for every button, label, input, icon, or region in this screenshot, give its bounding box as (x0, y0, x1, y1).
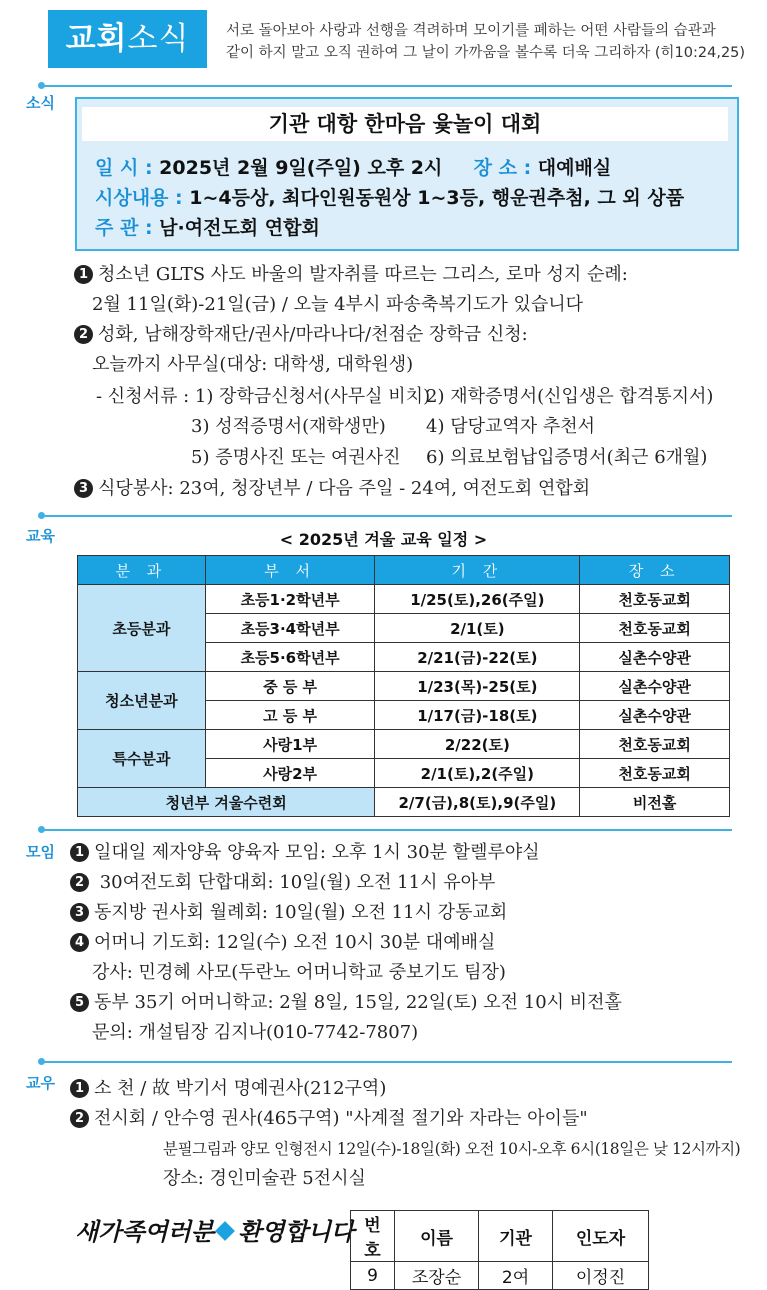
number-badge: 1 (70, 843, 89, 862)
page-title (48, 10, 207, 68)
news-item-1 (74, 260, 628, 290)
news-item-3-text: 식당봉사: 23여, 청장년부 / 다음 주일 - 24여, 여전도회 연합회 (98, 478, 591, 499)
cell-number: 9 (351, 1262, 395, 1290)
dept-cell: 사랑2부 (205, 759, 375, 788)
event-host-line (95, 213, 320, 240)
event-title: 기관 대항 한마음 윷놀이 대회 (82, 107, 728, 141)
col-header: 번호 (351, 1211, 395, 1262)
verse-line-2: 같이 하지 말고 오직 권하여 그 날이 가까움을 볼수록 더욱 그리하자 (히10:24,25) (226, 45, 746, 61)
event-host-key: 주 관 : (95, 217, 153, 239)
dept-cell: 초등3·4학년부 (205, 614, 375, 643)
table-row (351, 1262, 649, 1290)
number-badge: 2 (74, 325, 93, 344)
period-cell: 1/17(금)-18(토) (375, 701, 580, 730)
new-member-table (350, 1210, 649, 1290)
number-badge: 4 (70, 933, 89, 952)
dept-cell: 초등1·2학년부 (205, 585, 375, 614)
table-header-row (78, 556, 730, 585)
section-divider (42, 1061, 732, 1063)
number-badge: 2 (70, 1109, 89, 1128)
event-host-value: 남·여전도회 연합회 (159, 217, 320, 239)
dept-cell: 초등5·6학년부 (205, 643, 375, 672)
welcome-message (75, 1212, 354, 1247)
heart-icon (215, 1221, 235, 1241)
period-cell: 2/22(토) (375, 730, 580, 759)
col-header: 이름 (395, 1211, 479, 1262)
docs-lead: - 신청서류 : 1) 장학금신청서(사무실 비치) (96, 386, 431, 407)
doc-3: 3) 성적증명서(재학생만) (191, 416, 386, 437)
event-place-key: 장 소 : (473, 157, 532, 179)
news-item-1-line-2: 2월 11일(화)-21일(금) / 오늘 4부시 파송축복기도가 있습니다 (92, 294, 584, 315)
bible-verse (226, 20, 756, 64)
place-cell: 천호동교회 (580, 730, 730, 759)
table-header-row (351, 1211, 649, 1262)
meeting-item-5-text: 동부 35기 어머니학교: 2월 8일, 15일, 22일(토) 오전 10시 비전홀 (94, 992, 622, 1013)
number-badge: 1 (74, 265, 93, 284)
group-cell: 특수분과 (78, 730, 206, 788)
news-item-3 (74, 474, 590, 504)
meeting-item-2 (70, 868, 495, 898)
doc-2: 2) 재학증명서(신입생은 합격통지서) (426, 386, 714, 407)
member-item-1-text: 소 천 / 故 박기서 명예권사(212구역) (94, 1078, 387, 1099)
event-place-value: 대예배실 (537, 157, 612, 179)
col-header: 기 간 (375, 556, 580, 585)
meeting-item-4-line-2: 강사: 민경혜 사모(두란노 어머니학교 중보기도 팀장) (92, 962, 506, 983)
meeting-item-2-text: 30여전도회 단합대회: 10일(월) 오전 11시 유아부 (94, 872, 496, 893)
meeting-item-5 (70, 988, 622, 1018)
table-row-last (78, 788, 730, 817)
cell-org: 2여 (479, 1262, 553, 1290)
education-schedule-table (77, 555, 730, 817)
section-divider (42, 85, 732, 87)
col-header: 분 과 (78, 556, 206, 585)
meeting-item-3-text: 동지방 권사회 월례회: 10일(월) 오전 11시 강동교회 (94, 902, 508, 923)
number-badge: 5 (70, 993, 89, 1012)
event-prize-key: 시상내용 : (95, 187, 183, 209)
event-box (75, 97, 739, 251)
cell-guide: 이정진 (553, 1262, 649, 1290)
cell-name: 조장순 (395, 1262, 479, 1290)
member-item-2-line-2: 분필그림과 양모 인형전시 12일(수)-18일(화) 오전 10시-오후 6시(18일은 낮 12시까지) (163, 1140, 741, 1158)
title-bold: 교회 (65, 21, 128, 57)
welcome-text-a: 새가족여러분 (75, 1218, 215, 1246)
period-cell: 2/1(토) (375, 614, 580, 643)
dept-cell: 고 등 부 (205, 701, 375, 730)
dept-cell: 사랑1부 (205, 730, 375, 759)
table-row (78, 585, 730, 614)
table-row (78, 730, 730, 759)
place-cell: 천호동교회 (580, 585, 730, 614)
number-badge: 3 (70, 903, 89, 922)
table-row (78, 672, 730, 701)
col-header: 인도자 (553, 1211, 649, 1262)
doc-6: 6) 의료보험납입증명서(최근 6개월) (426, 447, 708, 468)
col-header: 부 서 (205, 556, 375, 585)
member-item-1 (70, 1074, 386, 1104)
place-cell: 비전홀 (580, 788, 730, 817)
dept-cell: 청년부 겨울수련회 (78, 788, 375, 817)
news-item-2 (74, 320, 528, 350)
doc-5: 5) 증명사진 또는 여권사진 (191, 447, 401, 468)
period-cell: 1/23(목)-25(토) (375, 672, 580, 701)
place-cell: 실촌수양관 (580, 643, 730, 672)
event-date-value: 2025년 2월 9일(주일) 오후 2시 (159, 157, 443, 179)
schedule-title: < 2025년 겨울 교육 일정 > (279, 530, 488, 549)
event-date-key: 일 시 : (95, 157, 153, 179)
event-prize-line (95, 183, 684, 210)
member-item-2 (70, 1104, 588, 1134)
section-label-members: 교우 (26, 1074, 55, 1092)
number-badge: 1 (70, 1079, 89, 1098)
section-label-news: 소식 (26, 94, 55, 112)
welcome-text-b: 환영합니다 (238, 1218, 355, 1246)
period-cell: 2/21(금)-22(토) (375, 643, 580, 672)
place-cell: 천호동교회 (580, 614, 730, 643)
period-cell: 2/7(금),8(토),9(주일) (375, 788, 580, 817)
place-cell: 천호동교회 (580, 759, 730, 788)
meeting-item-3 (70, 898, 507, 928)
period-cell: 2/1(토),2(주일) (375, 759, 580, 788)
member-item-2-line-3: 장소: 경인미술관 5전시실 (163, 1168, 366, 1189)
section-divider (42, 515, 732, 517)
meeting-item-4 (70, 928, 495, 958)
news-item-1-text: 청소년 GLTS 사도 바울의 발자취를 따르는 그리스, 로마 성지 순례: (98, 264, 628, 285)
number-badge: 3 (74, 479, 93, 498)
doc-4: 4) 담당교역자 추천서 (426, 416, 596, 437)
news-item-2-line-2: 오늘까지 사무실(대상: 대학생, 대학원생) (92, 354, 414, 375)
section-label-education: 교육 (26, 527, 55, 545)
section-divider (42, 829, 732, 831)
group-cell: 초등분과 (78, 585, 206, 672)
number-badge: 2 (70, 873, 89, 892)
col-header: 기관 (479, 1211, 553, 1262)
news-item-2-text: 성화, 남해장학재단/권사/마라나다/천점순 장학금 신청: (98, 324, 528, 345)
place-cell: 실촌수양관 (580, 701, 730, 730)
title-light: 소식 (127, 21, 190, 57)
col-header: 장 소 (580, 556, 730, 585)
group-cell: 청소년분과 (78, 672, 206, 730)
event-date-line (95, 153, 611, 180)
section-label-meetings: 모임 (26, 843, 55, 861)
event-prize-value: 1~4등상, 최다인원동원상 1~3등, 행운권추첨, 그 외 상품 (189, 187, 685, 209)
period-cell: 1/25(토),26(주일) (375, 585, 580, 614)
place-cell: 실촌수양관 (580, 672, 730, 701)
verse-line-1: 서로 돌아보아 사랑과 선행을 격려하며 모이기를 폐하는 어떤 사람들의 습관과 (226, 23, 716, 39)
meeting-item-1 (70, 838, 540, 868)
dept-cell: 중 등 부 (205, 672, 375, 701)
meeting-item-5-line-2: 문의: 개설팀장 김지나(010-7742-7807) (92, 1022, 419, 1043)
meeting-item-1-text: 일대일 제자양육 양육자 모임: 오후 1시 30분 할렐루야실 (94, 842, 540, 863)
member-item-2-text: 전시회 / 안수영 권사(465구역) "사계절 절기와 자라는 아이들" (94, 1108, 588, 1129)
meeting-item-4-text: 어머니 기도회: 12일(수) 오전 10시 30분 대예배실 (94, 932, 496, 953)
